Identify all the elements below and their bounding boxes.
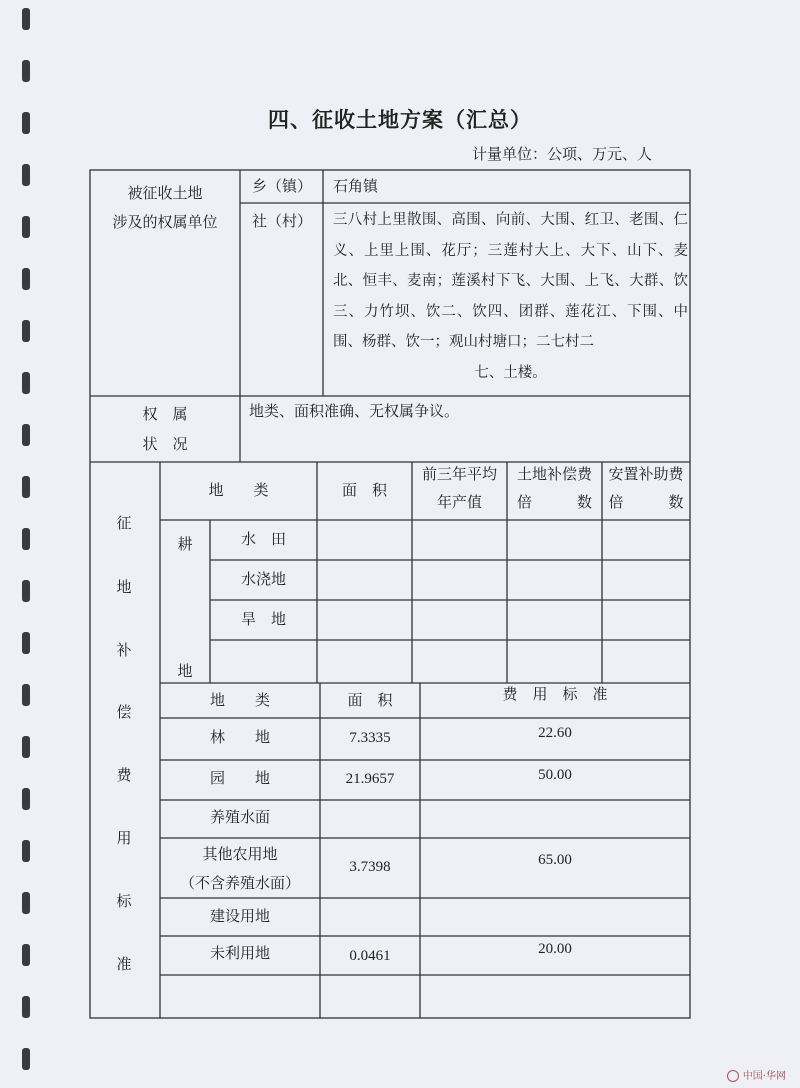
watermark-text: 中国·华网 bbox=[742, 1071, 786, 1082]
row-area: 21.9657 bbox=[345, 771, 395, 787]
watermark bbox=[727, 1067, 786, 1082]
ownership-label-line2: 涉及的权属单位 bbox=[112, 213, 218, 231]
village-list-last-line: 七、土楼。 bbox=[474, 364, 547, 381]
row-type-line2: （不含养殖水面） bbox=[179, 874, 300, 892]
header-resettle-line2: 倍 数 bbox=[608, 493, 684, 511]
row-type: 建设用地 bbox=[209, 907, 270, 925]
arable-row-type: 水浇地 bbox=[240, 570, 286, 588]
status-label-line2: 状 况 bbox=[142, 435, 188, 453]
header-land-type: 地 类 bbox=[208, 481, 269, 499]
side-label-char: 标 bbox=[116, 892, 132, 910]
header-avg-output-line1: 前三年平均 bbox=[421, 465, 497, 483]
header2-standard: 费 用 标 准 bbox=[502, 685, 608, 703]
header-land-comp-line2: 倍 数 bbox=[516, 493, 592, 511]
side-label-char: 偿 bbox=[116, 703, 132, 721]
row-standard: 50.00 bbox=[538, 767, 572, 783]
row-standard: 20.00 bbox=[538, 941, 572, 957]
side-label-char: 征 bbox=[116, 514, 132, 532]
header-area: 面 积 bbox=[341, 481, 387, 499]
header-avg-output-line2: 年产值 bbox=[436, 493, 482, 511]
arable-row-type: 水 田 bbox=[240, 530, 286, 548]
side-label-char: 补 bbox=[116, 641, 132, 659]
row-type: 未利用地 bbox=[209, 944, 270, 962]
row-type: 其他农用地 bbox=[202, 845, 278, 863]
unit-note: 计量单位：公项、万元、人 bbox=[472, 145, 653, 163]
arable-row-type: 旱 地 bbox=[240, 610, 286, 628]
village-label: 社（村） bbox=[251, 212, 312, 230]
seal-icon bbox=[727, 1070, 739, 1082]
arable-group-char: 耕 bbox=[177, 535, 193, 553]
status-label-line1: 权 属 bbox=[142, 405, 188, 423]
header-resettle-line1: 安置补助费 bbox=[608, 465, 684, 483]
ownership-label-line1: 被征收土地 bbox=[127, 184, 203, 202]
row-type: 林 地 bbox=[209, 728, 270, 746]
row-standard: 65.00 bbox=[538, 852, 572, 868]
row-standard: 22.60 bbox=[538, 725, 572, 741]
row-type: 园 地 bbox=[209, 769, 270, 787]
side-label-char: 地 bbox=[116, 578, 132, 596]
header-land-comp-line1: 土地补偿费 bbox=[516, 465, 592, 483]
header2-land-type: 地 类 bbox=[209, 691, 270, 709]
arable-group-char: 地 bbox=[177, 662, 193, 680]
village-list bbox=[333, 205, 688, 388]
header2-area: 面 积 bbox=[347, 691, 393, 709]
town-value: 石角镇 bbox=[333, 177, 379, 195]
row-area: 3.7398 bbox=[349, 859, 391, 875]
status-value: 地类、面积准确、无权属争议。 bbox=[249, 402, 460, 420]
row-area: 7.3335 bbox=[349, 730, 391, 746]
side-label-char: 费 bbox=[116, 766, 132, 784]
village-list-text: 三八村上里散围、高围、向前、大围、红卫、老围、仁义、上里上围、花厅；三莲村大上、大下、山下、麦北、恒丰、麦南；莲溪村下飞、大围、上飞、大群、饮三、力竹坝、饮二、饮四、团群、莲花江、下围、中围、杨群、饮一；观山村塘口；二七村二 bbox=[333, 212, 688, 350]
side-label-char: 准 bbox=[116, 955, 132, 973]
row-area: 0.0461 bbox=[349, 948, 391, 964]
side-label-char: 用 bbox=[116, 829, 132, 847]
town-label: 乡（镇） bbox=[251, 177, 312, 195]
row-type: 养殖水面 bbox=[209, 808, 270, 826]
page-title: 四、征收土地方案（汇总） bbox=[268, 108, 532, 132]
